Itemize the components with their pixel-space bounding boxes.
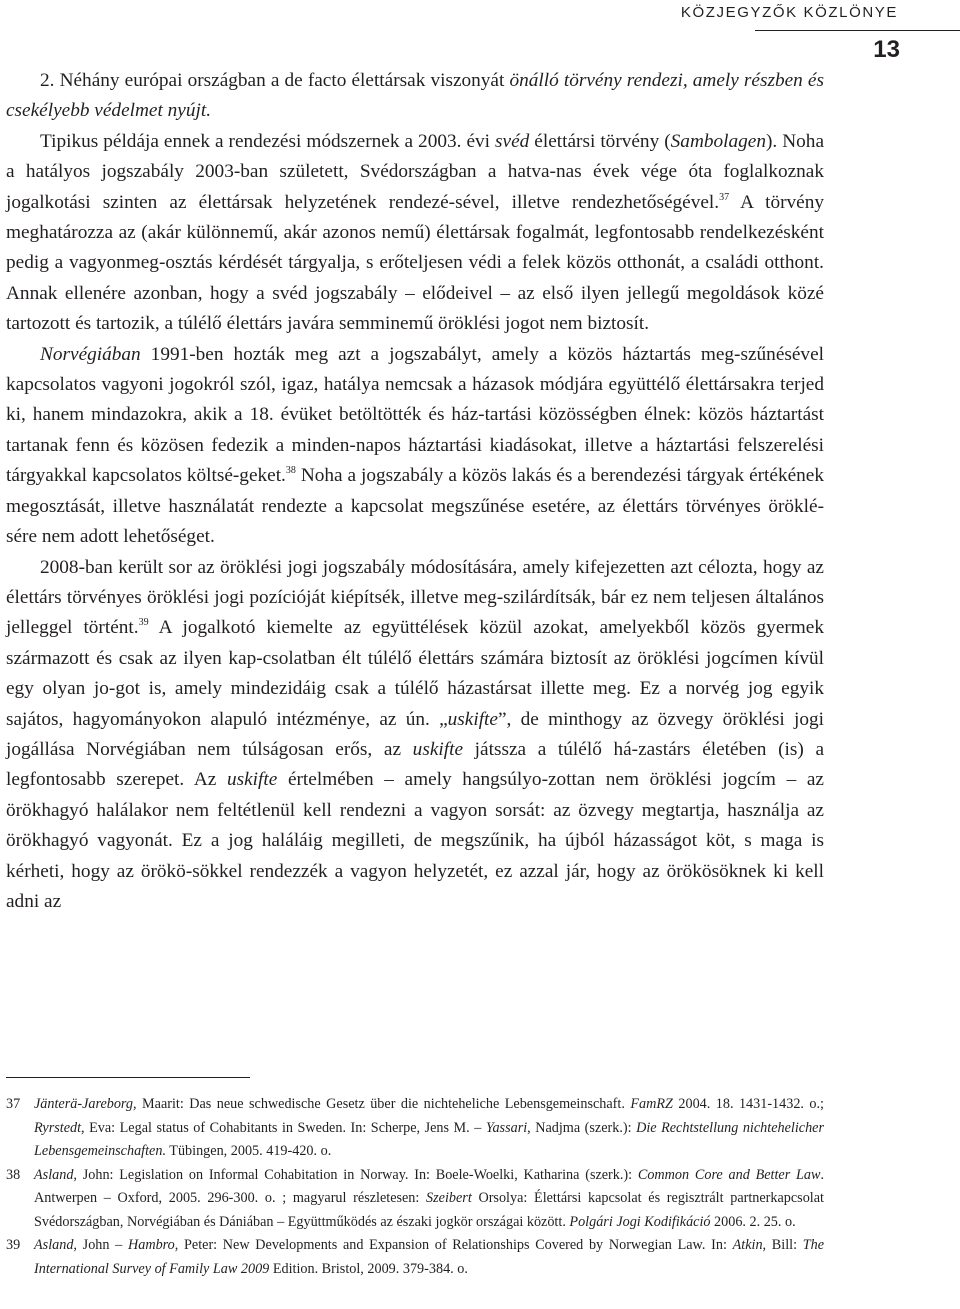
body-paragraph — [6, 66, 824, 127]
footnote-number: 39 — [6, 1237, 21, 1253]
italic-text: Common Core and Better Law — [637, 1166, 821, 1183]
italic-text: Jänterä-Jareborg — [34, 1096, 134, 1112]
italic-text: Atkin — [732, 1237, 763, 1253]
text-run: , Peter: New Developments and Expansion of Relationships Covered by Norwegian Law. In: — [174, 1237, 733, 1253]
italic-text: FamRZ — [630, 1096, 673, 1112]
footnote-separator — [6, 1077, 250, 1078]
text-run: , Eva: Legal status of Cohabitants in Sweden. In: Scherpe, Jens M. – — [81, 1119, 486, 1136]
body-paragraph — [6, 340, 824, 553]
text-run: 1991-ben hozták meg azt a jogszabályt, amely a közös háztartás meg-szűnésével kapcsolatos vagyoni jogokról szól, igaz, hatálya nemcsak a házasok módjára együttélő élettársakra terjed ki, hanem mindazokra, akik a 18. évüket betöltötték és ház-tartási közösségben élnek: közös háztartást tartanak fenn és közösen fedezik a minden-napos háztartási kiadásokat, illetve a háztartási felszerelési tárgyakkal kapcsolatos költsé-geket. — [6, 343, 824, 487]
text-run: Noha a jogszabály a közös lakás és a berendezési tárgyak értékének megosztását, illetve használatát rendezte a kapcsolat megszűnése esetére, az élettárs törvényes öröklé-sére nem adott lehetőséget. — [6, 465, 824, 548]
text-run: játssza a túlélő há-zastárs életében (is) a legfontosabb szerepet. Az — [6, 738, 824, 791]
italic-text: önálló törvény rendezi, amely részben és csekélyebb védelmet nyújt. — [6, 70, 824, 122]
italic-text: uskifte — [226, 769, 278, 791]
text-run: ). Noha a hatályos jogszabály 2003-ban született, Svédországban a hatva-nas évek vége óta foglalkoznak jogalkotási szinten az élettársak helyzetének rendezé-sével, illetve rendezhetőségével. — [6, 130, 824, 213]
italic-text: Polgári Jogi Kodifikáció — [569, 1213, 711, 1230]
text-run: 2004. 18. 1431-1432. o.; — [672, 1096, 824, 1112]
text-run: . Antwerpen – Oxford, 2005. 296-300. o. ; magyarul részletesen: — [34, 1166, 824, 1206]
article-body — [6, 66, 824, 917]
italic-text: Asland — [34, 1237, 74, 1253]
footnote-number: 37 — [6, 1096, 21, 1112]
running-header — [0, 4, 960, 34]
body-paragraph — [6, 127, 824, 340]
text-run: , Maarit: Das neue schwedische Gesetz über die nichteheliche Lebensgemeinschaft. — [133, 1096, 631, 1112]
footnote-reference: 38 — [285, 465, 296, 477]
footnote-number: 38 — [6, 1166, 21, 1183]
footnote — [6, 1234, 824, 1281]
footnote-text — [34, 1167, 824, 1230]
text-run: 2008-ban került sor az öröklési jogi jogszabály módosítására, amely kifejezetten azt célozta, hogy az élettárs törvényes öröklési jogi pozícióját kiépítsék, illetve meg-szilárdítsák, bár ez nem teljesen általános jelleggel történt. — [6, 556, 824, 639]
italic-text: Yassari — [485, 1119, 528, 1136]
footnote — [6, 1164, 824, 1235]
italic-text: svéd — [495, 130, 530, 152]
text-run: Edition. Bristol, 2009. 379-384. o. — [269, 1260, 468, 1277]
text-run: A jogalkotó kiemelte az együttélések közül azokat, amelyekből közös gyermek származott és csak az ilyen kap-csolatban élt túlélő élettárs számára biztosít az öröklési jogcímen kívül egy olyan jo-got is, amely mindezidáig csak a túlélő házastársat illette meg. Ez a norvég jog egyik sajátos, hagyományokon alapuló intézménye, az ún. „ — [6, 617, 824, 730]
italic-text: uskifte — [412, 738, 464, 760]
text-run: A törvény meghatározza az (akár különnemű, akár azonos nemű) élettársak fogalmát, legfontosabb rendelkezésként pedig a vagyonmeg-osztás kérdését tárgyalja, s erőteljesen védi a felek közös otthonát, a családi otthont. Annak ellenére azonban, hogy a svéd jogszabály – elődeivel – az első ilyen jellegű megoldások közé tartozott és tartozik, a túlélő élettárs javára semminemű öröklési jogot nem biztosít. — [6, 191, 824, 335]
italic-text: Ryrstedt — [34, 1119, 82, 1136]
italic-text: Szeibert — [426, 1190, 472, 1206]
text-run: , Nadjma (szerk.): — [527, 1119, 637, 1136]
journal-title: KÖZJEGYZŐK KÖZLÖNYE — [680, 4, 898, 21]
footnote-reference: 37 — [719, 191, 730, 203]
footnote-text — [34, 1237, 824, 1277]
footnote-text — [34, 1096, 824, 1159]
text-run: Tübingen, 2005. 419-420. o. — [166, 1143, 332, 1159]
text-run: 2006. 2. 25. o. — [710, 1213, 796, 1230]
text-run: 2. Néhány európai országban a de facto élettársak viszonyát — [40, 70, 510, 91]
text-run: Tipikus példája ennek a rendezési módszernek a 2003. évi — [40, 130, 496, 152]
italic-text: The International Survey of Family Law 2009 — [34, 1237, 825, 1277]
body-paragraph — [6, 553, 824, 918]
footnotes — [6, 1093, 824, 1281]
italic-text: Asland — [34, 1166, 74, 1183]
italic-text: Sambolagen — [670, 130, 766, 152]
text-run: értelmében – amely hangsúlyo-zottan nem öröklési jogcím – az örökhagyó halálakor nem feltétlenül kell rendezni a vagyon sorsát: az özvegy megtartja, használja az örökhagyó vagyonát. Ez a jog haláláig megilleti, de megszűnik, ha újból házasságot köt, s maga is kérheti, hogy az örökö-sökkel rendezzék a vagyon helyzetét, ez azzal jár, hogy az örökösöknek ki kell adni az — [6, 769, 824, 912]
footnote — [6, 1093, 824, 1164]
italic-text: Norvégiában — [40, 343, 141, 365]
text-run: , John: Legislation on Informal Cohabitation in Norway. In: Boele-Woelki, Katharina (szerk.): — [73, 1166, 638, 1183]
italic-text: Die Rechtstellung nichtehelicher Lebensgemeinschaften. — [34, 1119, 824, 1159]
italic-text: Hambro — [127, 1237, 175, 1253]
text-run: , Bill: — [762, 1237, 803, 1253]
text-run: , John – — [73, 1237, 128, 1253]
text-run: élettársi törvény ( — [529, 130, 671, 152]
page-number: 13 — [873, 36, 900, 63]
italic-text: uskifte — [447, 708, 498, 730]
footnote-reference: 39 — [138, 617, 149, 629]
text-run: Orsolya: Élettársi kapcsolat és regisztrált partnerkapcsolat Svédországban, Norvégiában és Dániában – Együttműködés az északi jogkör országai között. — [34, 1190, 824, 1230]
text-run: ”, de minthogy az özvegy öröklési jogi jogállása Norvégiában nem túlságosan erős, az — [6, 708, 824, 760]
header-rule — [755, 30, 960, 31]
